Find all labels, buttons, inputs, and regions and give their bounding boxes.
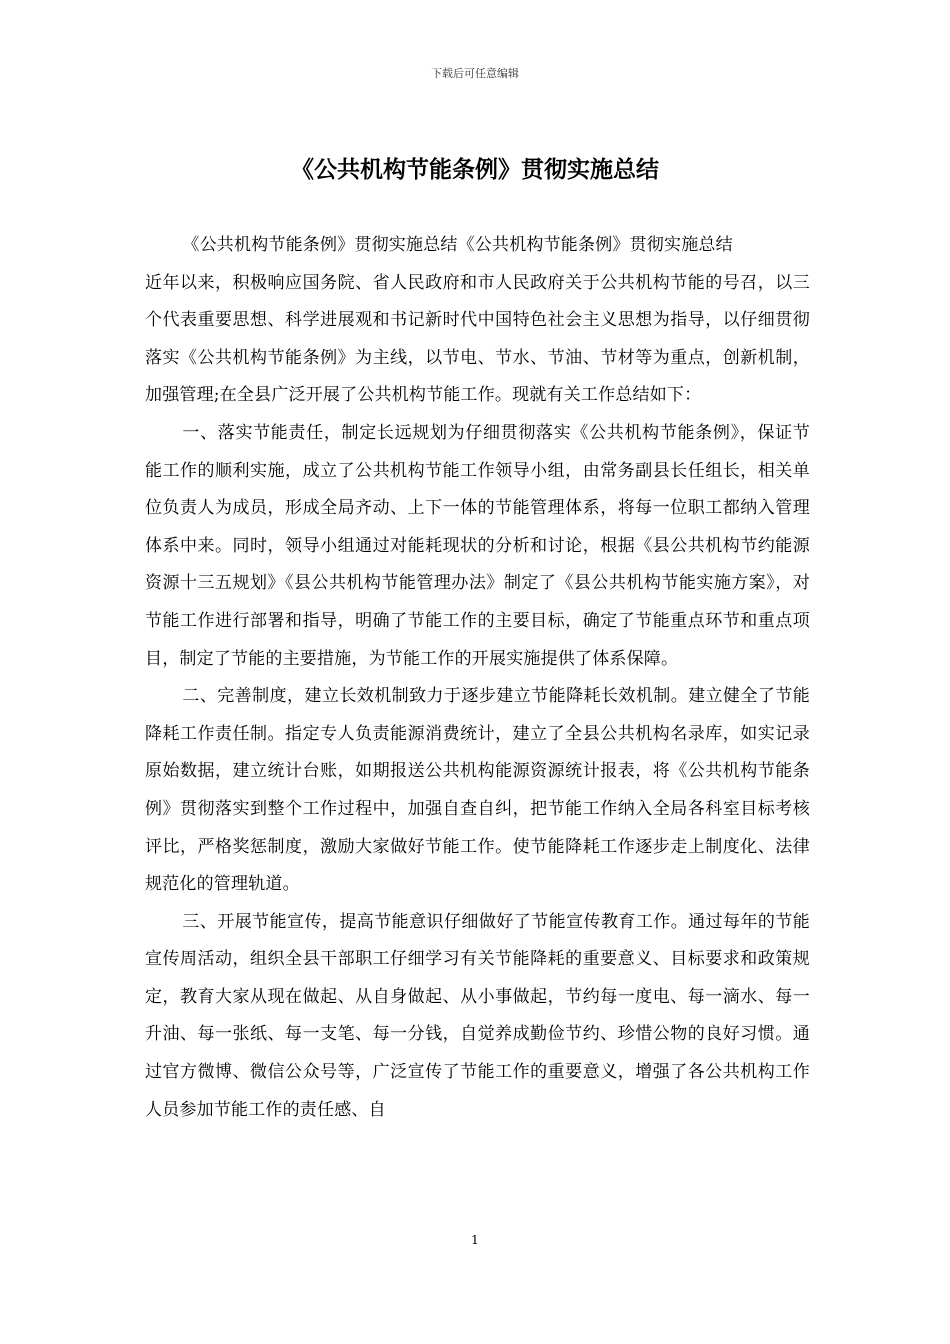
page-header: 下载后可任意编辑 bbox=[431, 67, 519, 80]
paragraph-intro: 《公共机构节能条例》贯彻实施总结《公共机构节能条例》贯彻实施总结 bbox=[182, 235, 733, 255]
page-number: 1 bbox=[471, 1233, 479, 1247]
document-title: 《公共机构节能条例》贯彻实施总结 bbox=[291, 157, 659, 183]
paragraph-section-3: 三、开展节能宣传，提高节能意识仔细做好了节能宣传教育工作。通过每年的节能宣传周活动，组织全县干部职工仔细学习有关节能降耗的重要意义、目标要求和政策规定，教育大家从现在做起、从自身做起、从小事做起，节约每一度电、每一滴水、每一升油、每一张纸、每一支笔、每一分钱，自觉养成勤俭节约、珍惜公物的良好习惯。通过官方微博、微信公众号等，广泛宣传了节能工作的重要意义，增强了各公共机构工作人员参加节能工作的责任感、自 bbox=[145, 911, 810, 1120]
document-body bbox=[145, 227, 810, 1129]
paragraph-overview: 近年以来，积极响应国务院、省人民政府和市人民政府关于公共机构节能的号召，以三个代表重要思想、科学进展观和书记新时代中国特色社会主义思想为指导，以仔细贯彻落实《公共机构节能条例》为主线，以节电、节水、节油、节材等为重点，创新机制，加强管理;在全县广泛开展了公共机构节能工作。现就有关工作总结如下： bbox=[145, 272, 810, 406]
paragraph-section-1: 一、落实节能责任，制定长远规划为仔细贯彻落实《公共机构节能条例》，保证节能工作的顺利实施，成立了公共机构节能工作领导小组，由常务副县长任组长，相关单位负责人为成员，形成全局齐动、上下一体的节能管理体系，将每一位职工都纳入管理体系中来。同时，领导小组通过对能耗现状的分析和讨论，根据《县公共机构节约能源资源十三五规划》《县公共机构节能管理办法》制定了《县公共机构节能实施方案》，对节能工作进行部署和指导，明确了节能工作的主要目标，确定了节能重点环节和重点项目，制定了节能的主要措施，为节能工作的开展实施提供了体系保障。 bbox=[145, 422, 810, 669]
paragraph-section-2: 二、完善制度，建立长效机制致力于逐步建立节能降耗长效机制。建立健全了节能降耗工作责任制。指定专人负责能源消费统计，建立了全县公共机构名录库，如实记录原始数据，建立统计台账，如期报送公共机构能源资源统计报表，将《公共机构节能条例》贯彻落实到整个工作过程中，加强自查自纠，把节能工作纳入全局各科室目标考核评比，严格奖惩制度，激励大家做好节能工作。使节能降耗工作逐步走上制度化、法律规范化的管理轨道。 bbox=[145, 686, 810, 895]
